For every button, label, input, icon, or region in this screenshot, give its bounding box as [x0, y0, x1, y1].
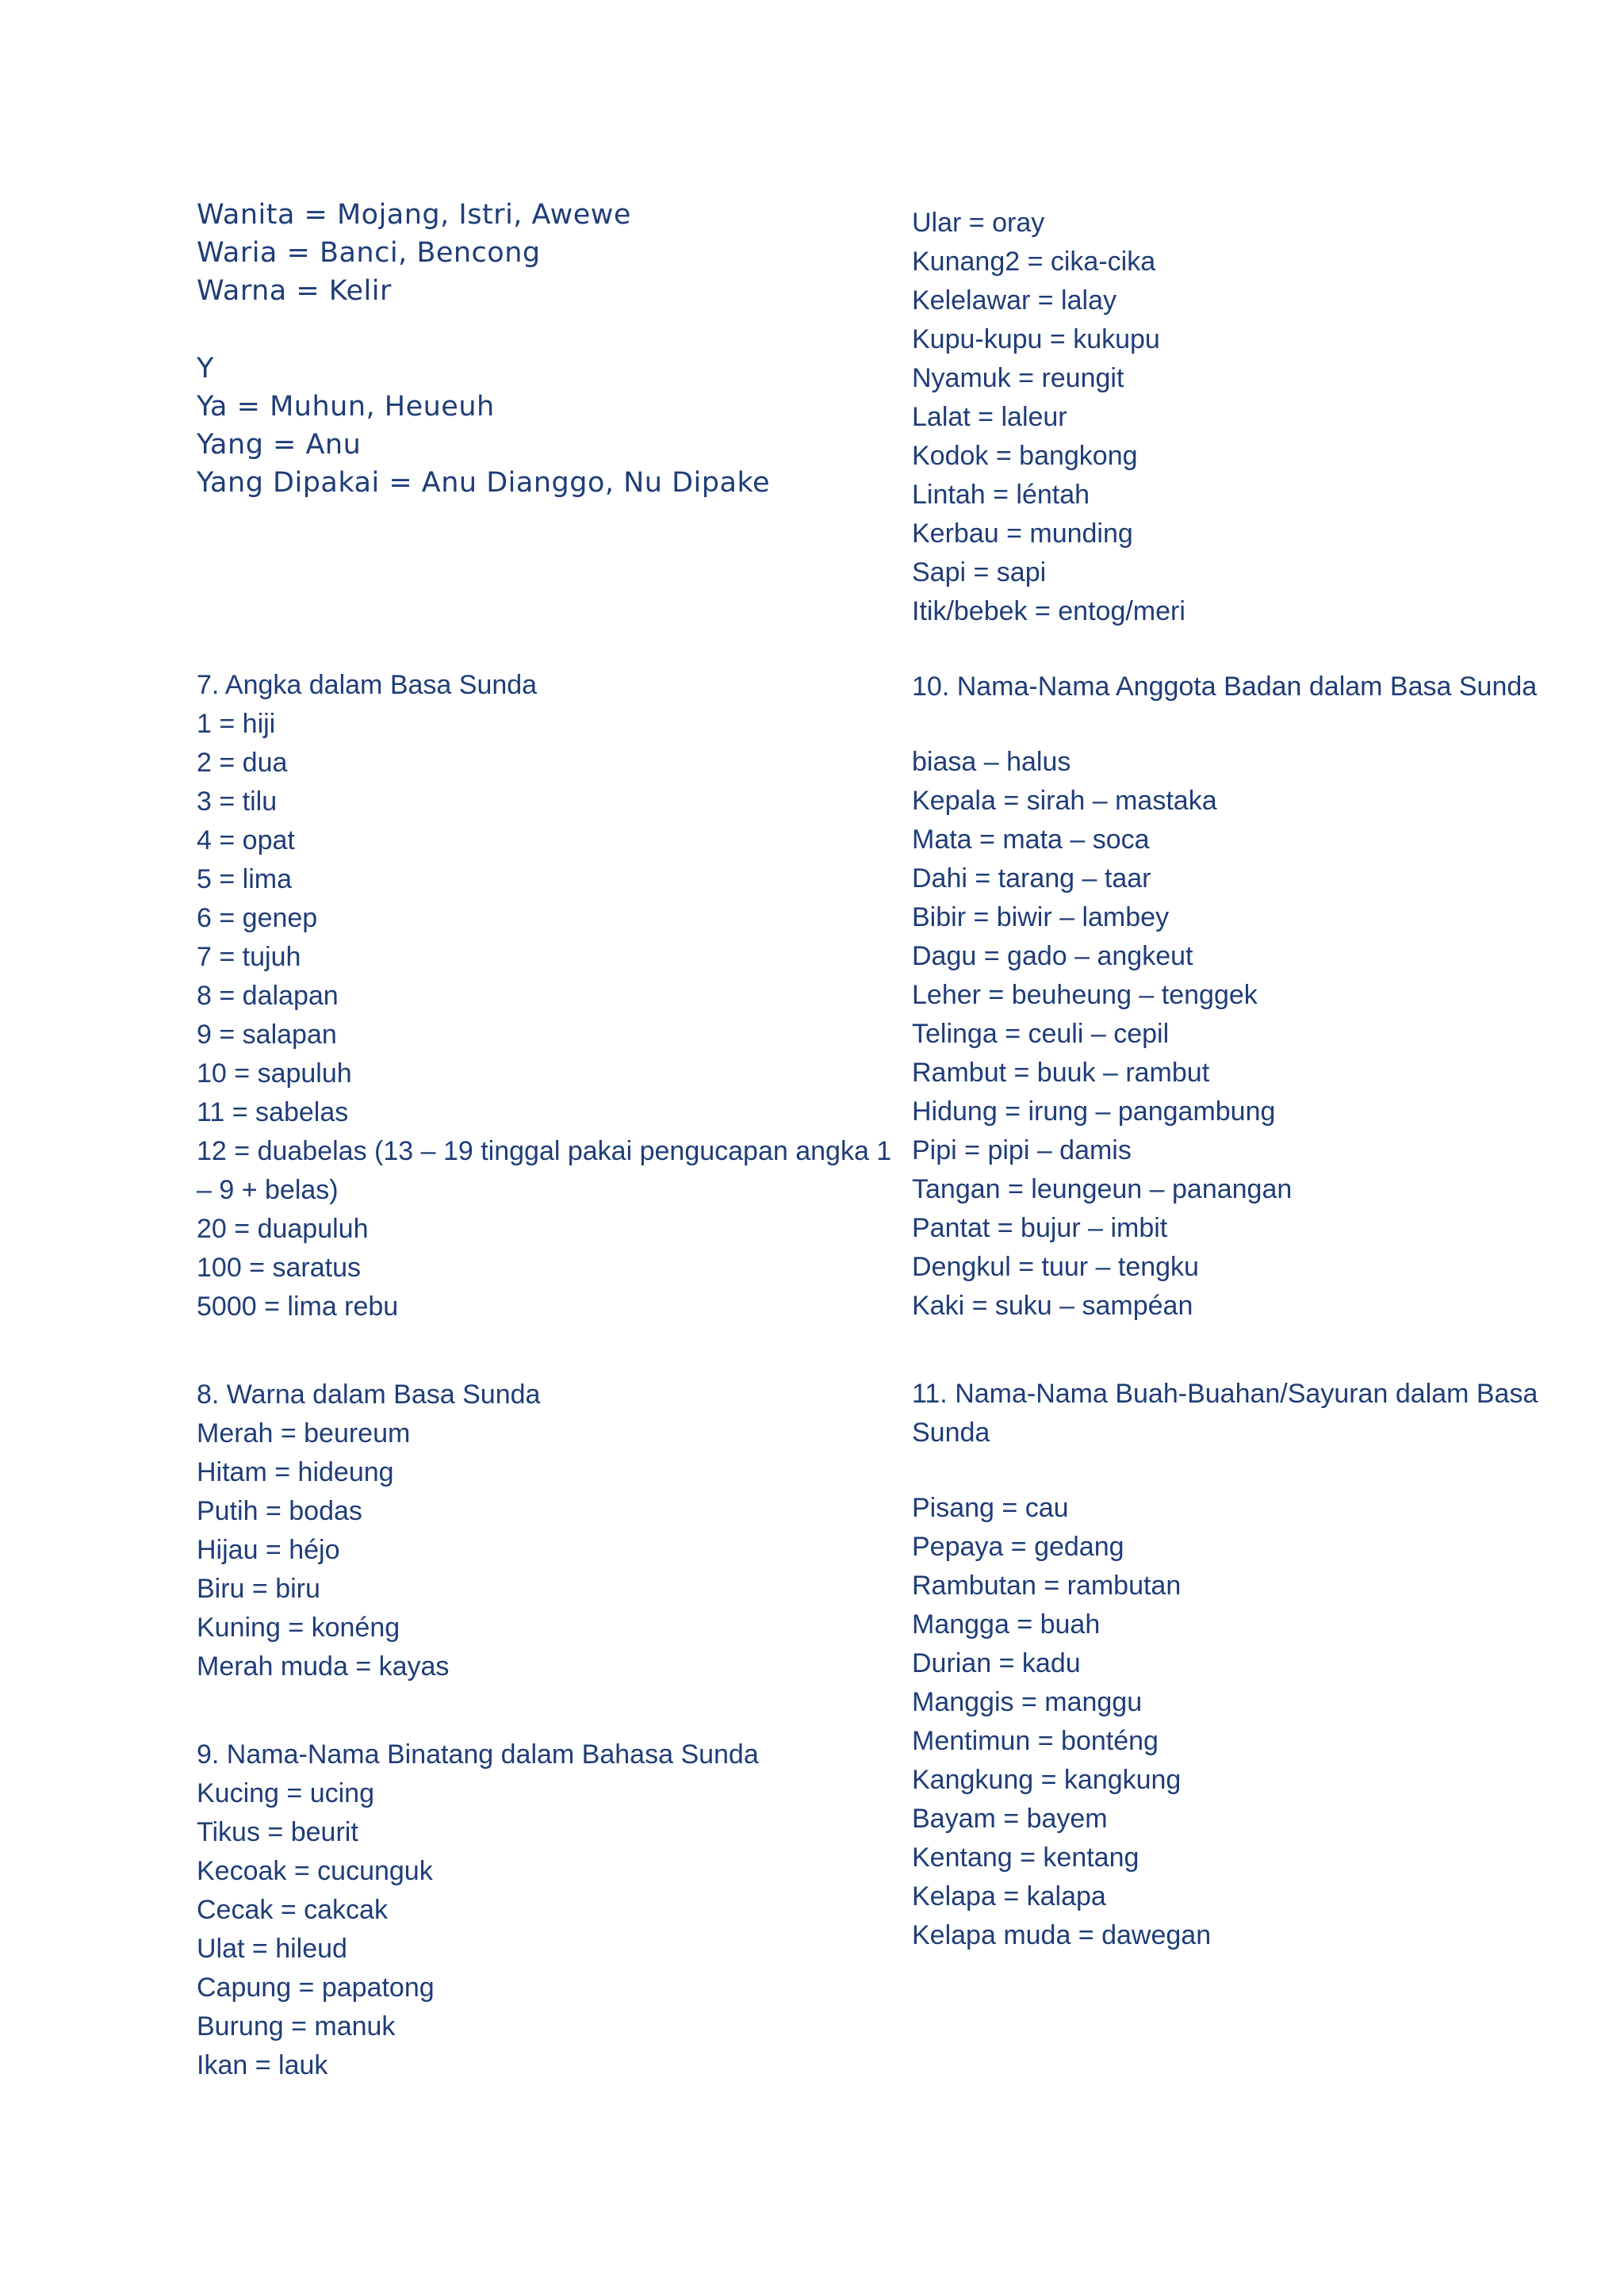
- entry: Manggis = manggu: [912, 1687, 1143, 1717]
- entry: Kunang2 = cika-cika: [912, 247, 1156, 277]
- entry: Bayam = bayem: [912, 1804, 1108, 1834]
- entry: Kupu-kupu = kukupu: [912, 324, 1160, 354]
- section-angka: [197, 666, 899, 1326]
- entry: Ular = oray: [912, 208, 1045, 238]
- left-column: [197, 196, 899, 2085]
- entry: Ya = Muhun, Heueuh: [197, 391, 495, 423]
- entry: Kangkung = kangkung: [912, 1765, 1182, 1795]
- entry: Kelelawar = lalay: [912, 285, 1116, 316]
- entry: Pisang = cau: [912, 1493, 1069, 1523]
- y-entries: [197, 350, 894, 502]
- entry: Rambut = buuk – rambut: [912, 1058, 1210, 1088]
- entry: biasa – halus: [912, 747, 1071, 777]
- section-title: 7. Angka dalam Basa Sunda: [197, 670, 538, 700]
- entry: Ikan = lauk: [197, 2050, 328, 2080]
- entry: Itik/bebek = entog/meri: [912, 596, 1185, 626]
- section-title: 10. Nama-Nama Anggota Badan dalam Basa Sunda: [912, 672, 1538, 702]
- entry: 3 = tilu: [197, 786, 278, 817]
- entry: Hidung = irung – pangambung: [912, 1096, 1276, 1127]
- entry: Kecoak = cucunguk: [197, 1856, 433, 1886]
- section-binatang-continued: [912, 204, 1594, 631]
- entry: Nyamuk = reungit: [912, 363, 1124, 393]
- entry: Pipi = pipi – damis: [912, 1135, 1132, 1165]
- entry: Dahi = tarang – taar: [912, 863, 1151, 894]
- entry: 8 = dalapan: [197, 981, 339, 1011]
- entry: Kuning = konéng: [197, 1613, 400, 1643]
- entry: Kucing = ucing: [197, 1778, 374, 1808]
- entry: Kaki = suku – sampéan: [912, 1291, 1193, 1321]
- section-title: 11. Nama-Nama Buah-Buahan/Sayuran dalam Basa Sunda: [912, 1379, 1545, 1448]
- entry: Lintah = léntah: [912, 480, 1090, 510]
- entry: Wanita = Mojang, Istri, Awewe: [197, 199, 631, 231]
- entry: Waria = Banci, Bencong: [197, 237, 541, 269]
- section-anggota-badan: [912, 668, 1594, 1326]
- entry: Kodok = bangkong: [912, 441, 1138, 471]
- entry: Yang Dipakai = Anu Dianggo, Nu Dipake: [197, 467, 770, 499]
- entry: Yang = Anu: [197, 429, 362, 461]
- section-title: 8. Warna dalam Basa Sunda: [197, 1380, 541, 1410]
- entry: 100 = saratus: [197, 1253, 361, 1283]
- entry: 6 = genep: [197, 903, 318, 933]
- entry: Merah muda = kayas: [197, 1651, 450, 1682]
- entry: Sapi = sapi: [912, 557, 1047, 587]
- entry: Ulat = hileud: [197, 1934, 347, 1964]
- letter-heading: Y: [197, 353, 214, 385]
- entry: 11 = sabelas: [197, 1097, 349, 1127]
- entry: Kentang = kentang: [912, 1843, 1139, 1873]
- entry: Hitam = hideung: [197, 1457, 394, 1487]
- entry: 7 = tujuh: [197, 942, 301, 972]
- entry: 1 = hiji: [197, 709, 276, 739]
- entry: 5 = lima: [197, 864, 292, 894]
- entry: Kelapa muda = dawegan: [912, 1920, 1212, 1950]
- entry: Capung = papatong: [197, 1973, 435, 2003]
- entry: 5000 = lima rebu: [197, 1292, 399, 1322]
- entry: 10 = sapuluh: [197, 1058, 352, 1089]
- entry: Pepaya = gedang: [912, 1532, 1124, 1562]
- entry: Leher = beuheung – tenggek: [912, 980, 1258, 1010]
- entry: Tangan = leungeun – panangan: [912, 1174, 1293, 1204]
- entry: Mangga = buah: [912, 1609, 1101, 1640]
- entry: Mata = mata – soca: [912, 825, 1150, 855]
- entry: Hijau = héjo: [197, 1535, 340, 1565]
- entry: 4 = opat: [197, 825, 295, 855]
- entry: Warna = Kelir: [197, 275, 392, 307]
- w-entries: [197, 196, 894, 310]
- entry: Kerbau = munding: [912, 519, 1133, 549]
- section-title: 9. Nama-Nama Binatang dalam Bahasa Sunda: [197, 1739, 759, 1770]
- entry: Dengkul = tuur – tengku: [912, 1252, 1199, 1282]
- entry: Durian = kadu: [912, 1648, 1081, 1678]
- entry: Burung = manuk: [197, 2011, 396, 2042]
- entry: Telinga = ceuli – cepil: [912, 1019, 1170, 1049]
- entry: Pantat = bujur – imbit: [912, 1213, 1168, 1243]
- entry: Kepala = sirah – mastaka: [912, 786, 1217, 816]
- section-binatang: [197, 1735, 894, 2085]
- entry: Putih = bodas: [197, 1496, 362, 1526]
- entry: Kelapa = kalapa: [912, 1881, 1106, 1911]
- entry: Tikus = beurit: [197, 1817, 358, 1847]
- entry: Dagu = gado – angkeut: [912, 941, 1193, 971]
- entry: Biru = biru: [197, 1574, 320, 1604]
- entry: 9 = salapan: [197, 1020, 337, 1050]
- entry: Lalat = laleur: [912, 402, 1067, 432]
- section-buah-sayuran: [912, 1375, 1594, 1955]
- entry: 20 = duapuluh: [197, 1214, 369, 1244]
- entry: Cecak = cakcak: [197, 1895, 388, 1925]
- entry: Merah = beureum: [197, 1418, 411, 1448]
- entry: 2 = dua: [197, 748, 288, 778]
- right-column: [912, 204, 1594, 1955]
- entry: 12 = duabelas (13 – 19 tinggal pakai pengucapan angka 1 – 9 + belas): [197, 1136, 899, 1205]
- entry: Bibir = biwir – lambey: [912, 902, 1170, 932]
- section-warna: [197, 1376, 894, 1686]
- entry: Mentimun = bonténg: [912, 1726, 1159, 1756]
- entry: Rambutan = rambutan: [912, 1571, 1182, 1601]
